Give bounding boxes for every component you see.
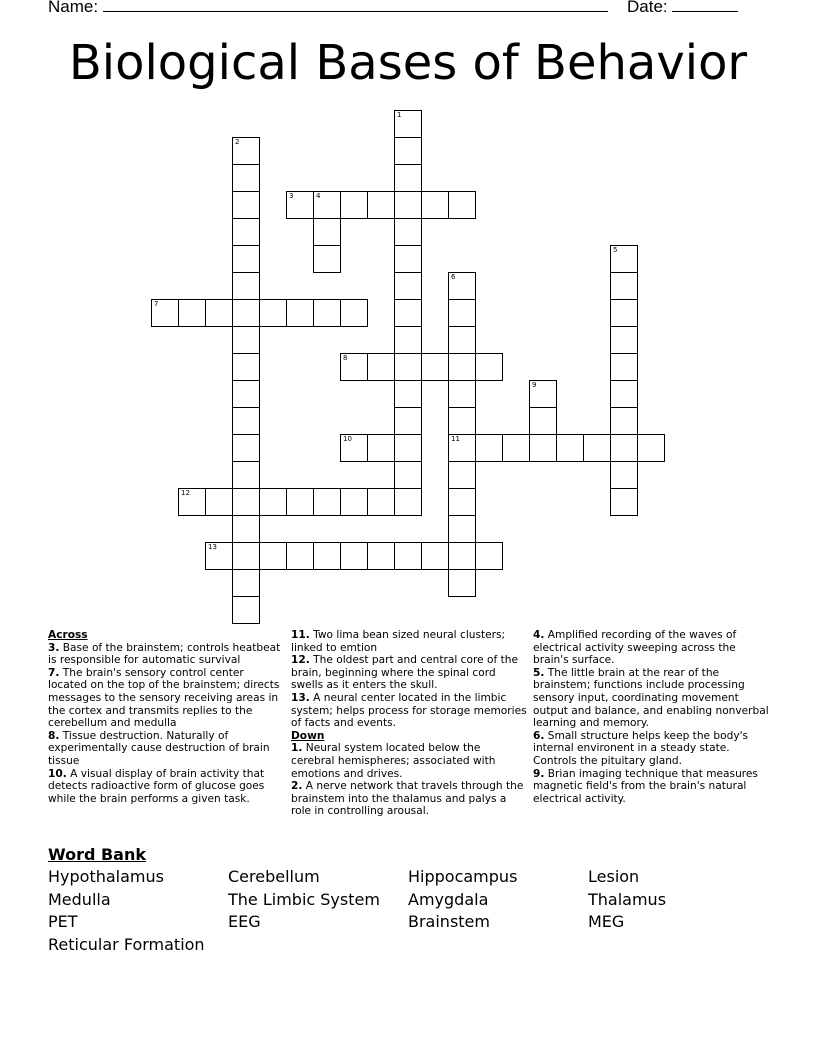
clue-item [291,629,527,654]
crossword-cell[interactable] [583,434,611,462]
crossword-cell[interactable] [367,191,395,219]
clue-text: A nerve network that travels through the brainstem into the thalamus and palys a role in controlling arousal. [291,780,524,818]
crossword-cell[interactable] [448,272,476,300]
crossword-cell[interactable] [340,191,368,219]
crossword-cell[interactable] [394,299,422,327]
crossword-cell[interactable] [232,326,260,354]
crossword-cell[interactable] [610,326,638,354]
crossword-cell[interactable] [556,434,584,462]
clue-text: Small structure helps keep the body's internal environent in a steady state. Controls the pituitary gland. [533,729,749,767]
crossword-cell[interactable] [448,488,476,516]
page-title: Biological Bases of Behavior [68,35,748,91]
crossword-cell[interactable] [610,272,638,300]
clue-text: A neural center located in the limbic system; helps process for storage memories of facts and events. [291,691,527,730]
clue-number: 3 [289,192,294,200]
clue-number: 8. [48,729,60,742]
crossword-cell[interactable] [394,353,422,381]
crossword-cell[interactable] [610,245,638,273]
clue-number: 11. [291,629,310,641]
word-bank-item: MEG [588,912,625,931]
across-heading: Across [48,629,88,641]
name-line[interactable] [103,0,608,12]
crossword-cell[interactable] [313,218,341,246]
clue-number: 1. [291,742,303,755]
clue-number: 2. [291,780,303,793]
crossword-cell[interactable] [286,488,314,516]
clue-item [291,692,527,730]
word-bank-item: Medulla [48,889,111,909]
crossword-cell[interactable] [610,353,638,381]
crossword-cell[interactable] [232,488,260,516]
clues-column-2 [291,629,527,818]
crossword-cell[interactable] [529,380,557,408]
crossword-cell[interactable] [394,218,422,246]
date-line[interactable] [672,0,738,12]
crossword-cell[interactable] [610,434,638,462]
down-heading: Down [291,729,325,742]
clue-item [48,768,282,806]
clue-number: 3. [48,641,60,654]
crossword-cell[interactable] [232,137,260,165]
crossword-cell[interactable] [313,299,341,327]
crossword-cell[interactable] [205,299,233,327]
name-label: Name: [48,0,99,16]
crossword-cell[interactable] [394,488,422,516]
crossword-cell[interactable] [232,569,260,597]
crossword-cell[interactable] [232,434,260,462]
crossword-cell[interactable] [475,353,503,381]
crossword-cell[interactable] [394,434,422,462]
clue-text: The oldest part and central core of the brain, beginning where the spinal cord swells as it enters the skull. [291,654,518,692]
word-bank-item: Thalamus [588,889,667,909]
crossword-cell[interactable] [178,488,206,516]
crossword-cell[interactable] [367,353,395,381]
crossword-cell[interactable] [232,407,260,435]
crossword-cell[interactable] [259,542,287,570]
clue-number: 11 [451,435,460,443]
clue-number: 1 [397,111,402,119]
crossword-cell[interactable] [448,353,476,381]
crossword-cell[interactable] [475,434,503,462]
word-bank-item: Amygdala [408,889,489,909]
crossword-cell[interactable] [502,434,530,462]
clue-number: 6. [533,729,545,742]
crossword-cell[interactable] [205,542,233,570]
crossword-cell[interactable] [610,488,638,516]
crossword-cell[interactable] [340,488,368,516]
crossword-cell[interactable] [367,434,395,462]
word-bank-item: Brainstem [408,912,490,931]
crossword-cell[interactable] [421,542,449,570]
crossword-cell[interactable] [448,461,476,489]
date-label: Date: [627,0,668,16]
clue-number: 12 [181,489,190,497]
clue-item [48,667,282,730]
crossword-cell[interactable] [448,569,476,597]
crossword-cell[interactable] [232,272,260,300]
crossword-cell[interactable] [286,299,314,327]
crossword-cell[interactable] [637,434,665,462]
crossword-cell[interactable] [232,191,260,219]
crossword-cell[interactable] [394,110,422,138]
crossword-cell[interactable] [151,299,179,327]
crossword-cell[interactable] [205,488,233,516]
crossword-cell[interactable] [421,353,449,381]
crossword-cell[interactable] [313,542,341,570]
crossword-cell[interactable] [448,299,476,327]
clue-number: 13 [208,543,217,551]
crossword-cell[interactable] [367,542,395,570]
crossword-cell[interactable] [340,299,368,327]
crossword-cell[interactable] [232,380,260,408]
crossword-cell[interactable] [313,191,341,219]
word-bank-item: The Limbic System [228,889,380,909]
word-bank-item: Lesion [588,867,640,886]
crossword-cell[interactable] [232,218,260,246]
crossword-cell[interactable] [259,299,287,327]
crossword-cell[interactable] [448,191,476,219]
clue-item [291,780,527,818]
clue-number: 4 [316,192,321,200]
clue-text: Two lima bean sized neural clusters; linked to emtion [291,629,506,654]
word-bank-item: Hypothalamus [48,867,164,886]
clue-item [533,768,769,806]
crossword-cell[interactable] [394,407,422,435]
clue-item [533,730,769,768]
crossword-cell[interactable] [394,326,422,354]
crossword-cell[interactable] [232,353,260,381]
clue-item [533,667,769,730]
crossword-cell[interactable] [394,191,422,219]
crossword-cell[interactable] [232,461,260,489]
clue-number: 10 [343,435,352,443]
crossword-cell[interactable] [529,434,557,462]
clue-number: 12. [291,654,310,667]
clue-number: 2 [235,138,240,146]
crossword-cell[interactable] [448,407,476,435]
word-bank-item: Cerebellum [228,867,320,886]
crossword-cell[interactable] [448,326,476,354]
crossword-cell[interactable] [313,245,341,273]
crossword-cell[interactable] [394,380,422,408]
crossword-cell[interactable] [232,515,260,543]
crossword-cell[interactable] [448,434,476,462]
crossword-cell[interactable] [529,407,557,435]
clue-number: 13. [291,691,310,704]
word-bank-item: Hippocampus [408,867,518,886]
clue-number: 4. [533,629,545,641]
crossword-cell[interactable] [610,461,638,489]
clue-text: Base of the brainstem; controls heatbeat is responsible for automatic survival [48,641,281,667]
clue-text: Amplified recording of the waves of electrical activity sweeping across the brain's surface. [533,629,737,667]
word-bank-item: EEG [228,912,261,931]
crossword-cell[interactable] [610,380,638,408]
clue-text: Neural system located below the cerebral hemispheres; associated with emotions and drives. [291,742,496,780]
clue-item [48,730,282,768]
crossword-cell[interactable] [232,245,260,273]
crossword-cell[interactable] [394,137,422,165]
crossword-cell[interactable] [448,515,476,543]
crossword-cell[interactable] [448,380,476,408]
crossword-cell[interactable] [394,272,422,300]
crossword-cell[interactable] [286,542,314,570]
crossword-cell[interactable] [394,164,422,192]
clue-text: The brain's sensory control center located on the top of the brainstem; directs messages to the sensory receiving areas in the cortex and transmits replies to the cerebellum and medulla [48,666,280,730]
crossword-cell[interactable] [340,353,368,381]
crossword-cell[interactable] [232,596,260,624]
clue-number: 6 [451,273,456,281]
clue-item [48,642,282,667]
clue-number: 5 [613,246,618,254]
crossword-cell[interactable] [394,542,422,570]
clue-number: 7. [48,666,60,679]
crossword-cell[interactable] [610,407,638,435]
crossword-cell[interactable] [259,488,287,516]
crossword-cell[interactable] [232,299,260,327]
clue-item [291,654,527,692]
crossword-cell[interactable] [610,299,638,327]
crossword-cell[interactable] [340,434,368,462]
crossword-cell[interactable] [367,488,395,516]
clue-text: A visual display of brain activity that detects radioactive form of glucose goes while the brain performs a given task. [48,767,265,805]
word-bank-item: Reticular Formation [48,934,205,954]
crossword-cell[interactable] [313,488,341,516]
date-field[interactable] [627,0,738,17]
clues-column-3 [533,629,769,805]
word-bank-title: Word Bank [48,845,147,864]
crossword-cell[interactable] [394,245,422,273]
crossword-cell[interactable] [421,191,449,219]
clue-number: 10. [48,767,67,780]
clue-number: 7 [154,300,159,308]
name-field[interactable] [48,0,608,17]
crossword-cell[interactable] [340,542,368,570]
clue-number: 9. [533,767,545,780]
crossword-cell[interactable] [394,461,422,489]
clues-column-1 [48,629,282,805]
crossword-cell[interactable] [178,299,206,327]
crossword-cell[interactable] [232,542,260,570]
clue-number: 9 [532,381,537,389]
crossword-cell[interactable] [475,542,503,570]
clue-item [533,629,769,667]
word-bank-item: PET [48,912,78,931]
clue-text: The little brain at the rear of the brainstem; functions include processing sensory input, coordinating movement output and balance, and enabling nonverbal learning and memory. [533,666,769,730]
clue-text: Tissue destruction. Naturally of experimentally cause destruction of brain tissue [48,729,270,767]
clue-item [291,742,527,780]
crossword-cell[interactable] [448,542,476,570]
crossword-cell[interactable] [232,164,260,192]
clue-text: Brian imaging technique that measures magnetic field's from the brain's natural electrical activity. [533,767,758,805]
clue-number: 8 [343,354,348,362]
clue-number: 5. [533,666,545,679]
crossword-cell[interactable] [286,191,314,219]
